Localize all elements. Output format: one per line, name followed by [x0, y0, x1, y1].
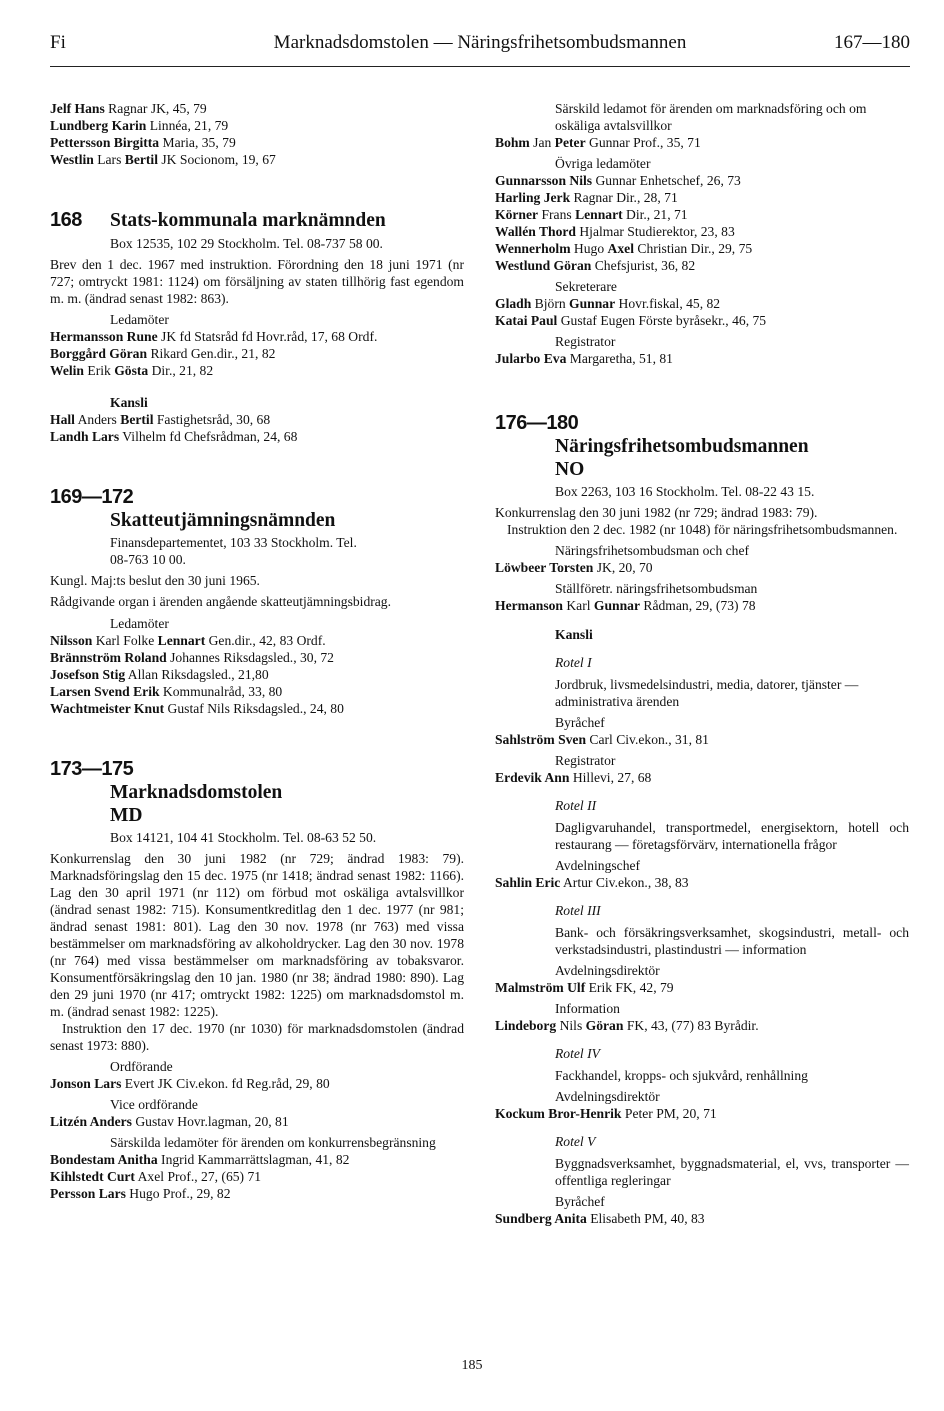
role-label: Särskilda ledamöter för ärenden om konkurrensbegränsning: [110, 1135, 436, 1150]
section-number: 176—180: [495, 412, 579, 434]
section-text-2: Instruktion den 2 dec. 1982 (nr 1048) för näringsfrihetsombudsmannen.: [507, 522, 898, 537]
section-number: 173—175: [50, 758, 134, 780]
role-label: Avdelningsdirektör: [555, 1089, 660, 1104]
section-title: Stats-kommunala marknämnden: [110, 210, 386, 231]
rotel-description: Byggnadsverksamhet, byggnadsmaterial, el, vvs, transporter — offentliga regleringar: [555, 1156, 909, 1188]
right-column: [495, 100, 909, 1227]
person-entry: Persson Lars Hugo Prof., 29, 82: [50, 1186, 231, 1201]
section-text: Konkurrenslag den 30 juni 1982 (nr 729; ändrad 1983: 79). Marknadsföringslag den 15 dec. 1975 (nr 1418; ändrad senast 1982: 1166). Lag den 30 april 1971 (nr 112) om förbud mot oskäliga avtalsvillkor (ändrad senast 1982: 715). Konsumentkreditlag den 1 dec. 1977 (nr 981; ändrad senast 1981: 801). Lag den 30 nov. 1978 (nr 763) med vissa bestämmelser om marknadsföring av alkoholdrycker. Lag den 30 nov. 1978 (nr 764) med vissa bestämmelser om marknadsföring av tobaksvaror. Konsumentförsäkringslag den 10 jan. 1980 (nr 38; ändrad 1980: 890). Lag den 29 juni 1970 (nr 417; omtryckt 1982: 1225) om marknadsdomstol m. m. (ändrad senast 1982: 1225).: [50, 851, 464, 1019]
rotel-description: Jordbruk, livsmedelsindustri, media, datorer, tjänster — administrativa ärenden: [555, 677, 859, 709]
rotel-4: [495, 1045, 909, 1122]
person-entry: Bohm Jan Peter Gunnar Prof., 35, 71: [495, 135, 701, 150]
person-entry: Lundberg Karin Linnéa, 21, 79: [50, 118, 229, 133]
person-entry: Gunnarsson Nils Gunnar Enhetschef, 26, 73: [495, 173, 741, 188]
person-entry: Löwbeer Torsten JK, 20, 70: [495, 560, 653, 575]
section-text: Brev den 1 dec. 1967 med instruktion. Förordning den 18 juni 1971 (nr 727; omtryckt 1981: 1124) om försäljning av staten tillhörig fast egendom m. m. (ändrad senast 1982: 863).: [50, 257, 464, 306]
person-entry: Hall Anders Bertil Fastighetsråd, 30, 68: [50, 412, 271, 427]
person-entry: Westlund Göran Chefsjurist, 36, 82: [495, 258, 696, 273]
person-entry: Sahlström Sven Carl Civ.ekon., 31, 81: [495, 732, 709, 747]
person-entry: Jonson Lars Evert JK Civ.ekon. fd Reg.råd, 29, 80: [50, 1076, 330, 1091]
running-header: [50, 34, 910, 58]
section-number: 168: [50, 209, 82, 231]
left-column: [50, 100, 464, 1202]
person-entry: Hermansson Rune JK fd Statsråd fd Hovr.råd, 17, 68 Ordf.: [50, 329, 378, 344]
kansli-heading: Kansli: [110, 395, 148, 410]
person-entry: Larsen Svend Erik Kommunalråd, 33, 80: [50, 684, 283, 699]
role-label: Särskild ledamot för ärenden om marknadsföring och om oskäliga avtalsvillkor: [555, 101, 867, 133]
section-address: Box 14121, 104 41 Stockholm. Tel. 08-63 52 50.: [110, 830, 377, 845]
kansli-heading: Kansli: [555, 627, 593, 642]
person-entry: Litzén Anders Gustav Hovr.lagman, 20, 81: [50, 1114, 289, 1129]
role-label: Ställföretr. näringsfrihetsombudsman: [555, 581, 758, 596]
person-entry: Jularbo Eva Margaretha, 51, 81: [495, 351, 673, 366]
person-entry: Borggård Göran Rikard Gen.dir., 21, 82: [50, 346, 276, 361]
rotel-label: Rotel V: [555, 1134, 596, 1149]
rotel-label: Rotel III: [555, 903, 601, 918]
section-abbrev: NO: [555, 459, 585, 480]
rotel-2: [495, 797, 909, 891]
section-169-172: [50, 485, 464, 717]
header-title: Marknadsdomstolen — Näringsfrihetsombudsmannen: [273, 32, 687, 53]
person-entry: Gladh Björn Gunnar Hovr.fiskal, 45, 82: [495, 296, 721, 311]
role-label: Sekreterare: [555, 279, 617, 294]
section-title: Skatteutjämningsnämnden: [110, 510, 336, 531]
person-entry: Hermanson Karl Gunnar Rådman, 29, (73) 78: [495, 598, 756, 613]
rotel-label: Rotel I: [555, 655, 592, 670]
person-entry: Katai Paul Gustaf Eugen Förste byråsekr., 46, 75: [495, 313, 767, 328]
role-label: Ordförande: [110, 1059, 173, 1074]
section-title: Marknadsdomstolen: [110, 782, 283, 803]
rotel-label: Rotel II: [555, 798, 597, 813]
rotel-3: [495, 902, 909, 1034]
person-entry: Jelf Hans Ragnar JK, 45, 79: [50, 101, 207, 116]
person-entry: Welin Erik Gösta Dir., 21, 82: [50, 363, 214, 378]
role-label: Registrator: [555, 334, 616, 349]
person-entry: Wallén Thord Hjalmar Studierektor, 23, 83: [495, 224, 735, 239]
section-text-2: Instruktion den 17 dec. 1970 (nr 1030) för marknadsdomstolen (ändrad senast 1973: 880).: [50, 1021, 464, 1053]
section-address-2: 08-763 10 00.: [110, 552, 186, 567]
person-entry: Nilsson Karl Folke Lennart Gen.dir., 42, 83 Ordf.: [50, 633, 326, 648]
section-text: Kungl. Maj:ts beslut den 30 juni 1965.: [50, 573, 260, 588]
rotel-description: Dagligvaruhandel, transportmedel, energisektorn, hotell och restaurang — företagsförvärv, internationella frågor: [555, 820, 909, 852]
person-entry: Erdevik Ann Hillevi, 27, 68: [495, 770, 652, 785]
person-entry: Lindeborg Nils Göran FK, 43, (77) 83 Byrådir.: [495, 1018, 759, 1033]
person-entry: Wennerholm Hugo Axel Christian Dir., 29, 75: [495, 241, 753, 256]
person-entry: Wachtmeister Knut Gustaf Nils Riksdagsled., 24, 80: [50, 701, 344, 716]
section-176-180: [495, 411, 909, 1227]
person-entry: Malmström Ulf Erik FK, 42, 79: [495, 980, 674, 995]
person-entry: Kihlstedt Curt Axel Prof., 27, (65) 71: [50, 1169, 262, 1184]
person-entry: Harling Jerk Ragnar Dir., 28, 71: [495, 190, 678, 205]
person-entry: Sahlin Eric Artur Civ.ekon., 38, 83: [495, 875, 689, 890]
role-label: Övriga ledamöter: [555, 156, 651, 171]
section-title: Näringsfrihetsombudsmannen: [555, 436, 809, 457]
role-label: Avdelningschef: [555, 858, 641, 873]
person-entry: Bondestam Anitha Ingrid Kammarrättslagman, 41, 82: [50, 1152, 350, 1167]
section-address: Finansdepartementet, 103 33 Stockholm. Tel.: [110, 535, 357, 550]
header-left: Fi: [50, 32, 66, 53]
person-entry: Josefson Stig Allan Riksdagsled., 21,80: [50, 667, 269, 682]
rotel-1: [495, 654, 909, 786]
section-abbrev: MD: [110, 805, 143, 826]
person-entry: Westlin Lars Bertil JK Socionom, 19, 67: [50, 152, 276, 167]
person-entry: Brännström Roland Johannes Riksdagsled., 30, 72: [50, 650, 334, 665]
rotel-description: Bank- och försäkringsverksamhet, skogsindustri, metall- och verkstadsindustri, plastindustri — information: [555, 925, 909, 957]
rotel-5: [495, 1133, 909, 1227]
section-address: Box 12535, 102 29 Stockholm. Tel. 08-737 58 00.: [110, 236, 383, 251]
role-label: Information: [555, 1001, 620, 1016]
section-168: [50, 208, 464, 445]
person-entry: Sundberg Anita Elisabeth PM, 40, 83: [495, 1211, 705, 1226]
rotel-label: Rotel IV: [555, 1046, 600, 1061]
role-label: Ledamöter: [110, 616, 169, 631]
header-rule: [50, 66, 910, 67]
role-label: Näringsfrihetsombudsman och chef: [555, 543, 750, 558]
role-label: Ledamöter: [110, 312, 169, 327]
section-text-2: Rådgivande organ i ärenden angående skatteutjämningsbidrag.: [50, 594, 391, 609]
top-entry-list: [50, 100, 464, 168]
person-entry: Kockum Bror-Henrik Peter PM, 20, 71: [495, 1106, 717, 1121]
person-entry: Landh Lars Vilhelm fd Chefsrådman, 24, 68: [50, 429, 298, 444]
page-number: 185: [461, 1358, 483, 1373]
rotel-description: Fackhandel, kropps- och sjukvård, renhållning: [555, 1068, 808, 1083]
person-entry: Körner Frans Lennart Dir., 21, 71: [495, 207, 688, 222]
role-label: Registrator: [555, 753, 616, 768]
role-label: Avdelningsdirektör: [555, 963, 660, 978]
role-label: Byråchef: [555, 715, 605, 730]
section-number: 169—172: [50, 486, 134, 508]
person-entry: Pettersson Birgitta Maria, 35, 79: [50, 135, 236, 150]
section-173-175: [50, 757, 464, 1202]
section-text: Konkurrenslag den 30 juni 1982 (nr 729; ändrad 1983: 79).: [495, 505, 818, 520]
section-address: Box 2263, 103 16 Stockholm. Tel. 08-22 43 15.: [555, 484, 815, 499]
role-label: Vice ordförande: [110, 1097, 198, 1112]
role-label: Byråchef: [555, 1194, 605, 1209]
header-page-range: 167—180: [834, 32, 910, 53]
